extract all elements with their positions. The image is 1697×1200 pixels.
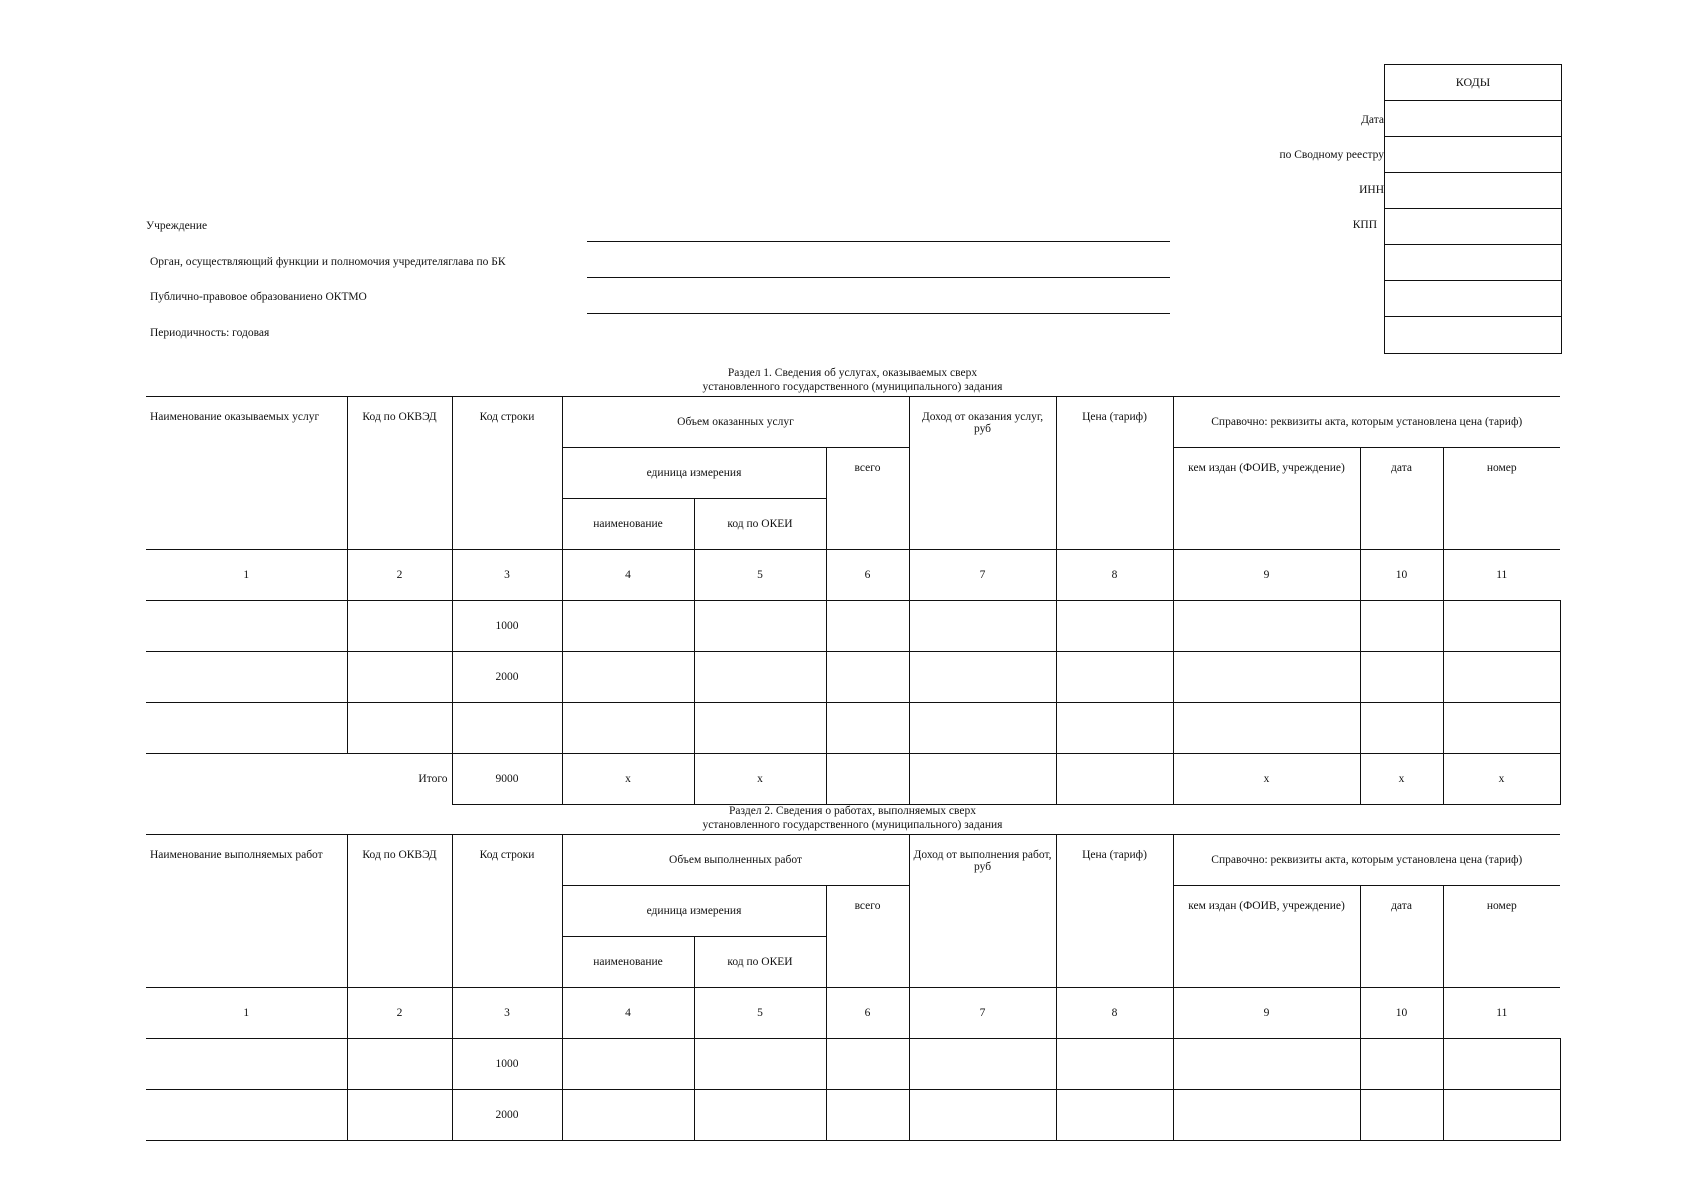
s1-row-code bbox=[452, 703, 562, 754]
s2-col-total-header: всего bbox=[826, 886, 909, 988]
s2-colnum: 6 bbox=[826, 988, 909, 1039]
code-label-kpp: КПП bbox=[1352, 219, 1377, 231]
s1-cell[interactable] bbox=[1443, 703, 1560, 754]
s1-cell[interactable] bbox=[1173, 652, 1360, 703]
s1-cell[interactable] bbox=[146, 601, 347, 652]
s1-colnum: 2 bbox=[347, 550, 452, 601]
s1-total-cell[interactable] bbox=[1056, 754, 1173, 805]
s2-colnum: 10 bbox=[1360, 988, 1443, 1039]
s1-cell[interactable] bbox=[826, 652, 909, 703]
section1-title bbox=[580, 366, 1125, 394]
s1-col-total-header: всего bbox=[826, 448, 909, 550]
s1-cell[interactable] bbox=[562, 703, 694, 754]
s1-colnum: 3 bbox=[452, 550, 562, 601]
s2-cell[interactable] bbox=[826, 1090, 909, 1141]
section1-table bbox=[146, 396, 1561, 805]
s1-col-date-header: дата bbox=[1360, 448, 1443, 550]
s1-colnum: 10 bbox=[1360, 550, 1443, 601]
s1-cell[interactable] bbox=[146, 652, 347, 703]
s1-col-unit-header: единица измерения bbox=[562, 448, 826, 499]
s1-cell[interactable] bbox=[1056, 703, 1173, 754]
s1-cell[interactable] bbox=[826, 601, 909, 652]
s1-cell[interactable] bbox=[1173, 601, 1360, 652]
s2-cell[interactable] bbox=[1443, 1039, 1560, 1090]
s1-cell[interactable] bbox=[694, 652, 826, 703]
section2-title bbox=[580, 804, 1125, 832]
code-inn-cell[interactable] bbox=[1385, 173, 1561, 209]
s2-cell[interactable] bbox=[146, 1039, 347, 1090]
section2-table bbox=[146, 834, 1561, 1141]
s1-total-cell[interactable] bbox=[909, 754, 1056, 805]
section2-title-line1: Раздел 2. Сведения о работах, выполняемых сверх bbox=[729, 805, 976, 817]
code-registry-cell[interactable] bbox=[1385, 137, 1561, 173]
s2-col-okved-header: Код по ОКВЭД bbox=[347, 835, 452, 988]
s1-total-cell[interactable] bbox=[826, 754, 909, 805]
s1-colnum: 7 bbox=[909, 550, 1056, 601]
s2-cell[interactable] bbox=[694, 1039, 826, 1090]
code-extra-cell-1[interactable] bbox=[1385, 245, 1561, 281]
s1-cell[interactable] bbox=[347, 652, 452, 703]
s2-cell[interactable] bbox=[347, 1090, 452, 1141]
code-label-registry: по Сводному реестру bbox=[1279, 149, 1384, 161]
s1-total-row bbox=[146, 754, 1560, 805]
s2-cell[interactable] bbox=[826, 1039, 909, 1090]
s2-colnum: 2 bbox=[347, 988, 452, 1039]
s1-colnum: 11 bbox=[1443, 550, 1560, 601]
s1-cell[interactable] bbox=[826, 703, 909, 754]
s1-colnum: 5 bbox=[694, 550, 826, 601]
s2-cell[interactable] bbox=[909, 1090, 1056, 1141]
s1-cell[interactable] bbox=[1443, 601, 1560, 652]
section2-title-line2: установленного государственного (муниципального) задания bbox=[702, 819, 1003, 831]
code-extra-cell-2[interactable] bbox=[1385, 281, 1561, 317]
s1-col-price-header: Цена (тариф) bbox=[1056, 397, 1173, 550]
s2-col-date-header: дата bbox=[1360, 886, 1443, 988]
code-extra-cell-3[interactable] bbox=[1385, 317, 1561, 353]
s1-row-code: 2000 bbox=[452, 652, 562, 703]
table-row bbox=[146, 601, 1560, 652]
s2-col-ref-header: Справочно: реквизиты акта, которым установлена цена (тариф) bbox=[1173, 835, 1560, 886]
s1-col-unit-name-header: наименование bbox=[562, 499, 694, 550]
s1-cell[interactable] bbox=[1056, 601, 1173, 652]
s2-col-line-header: Код строки bbox=[452, 835, 562, 988]
s1-total-x: x bbox=[1173, 754, 1360, 805]
s1-col-issuer-header: кем издан (ФОИВ, учреждение) bbox=[1173, 448, 1360, 550]
s2-column-numbers-row bbox=[146, 988, 1560, 1039]
s1-cell[interactable] bbox=[1173, 703, 1360, 754]
s2-cell[interactable] bbox=[1173, 1039, 1360, 1090]
table-row bbox=[146, 703, 1560, 754]
s2-col-unit-name-header: наименование bbox=[562, 937, 694, 988]
s1-col-unit-code-header: код по ОКЕИ bbox=[694, 499, 826, 550]
s2-row-code: 2000 bbox=[452, 1090, 562, 1141]
s2-cell[interactable] bbox=[347, 1039, 452, 1090]
code-kpp-cell[interactable] bbox=[1385, 209, 1561, 245]
s1-cell[interactable] bbox=[562, 601, 694, 652]
s2-cell[interactable] bbox=[146, 1090, 347, 1141]
s1-cell[interactable] bbox=[1056, 652, 1173, 703]
s1-col-volume-header: Объем оказанных услуг bbox=[562, 397, 909, 448]
institution-label: Учреждение bbox=[146, 220, 208, 232]
s1-total-x: x bbox=[1360, 754, 1443, 805]
s2-colnum: 1 bbox=[146, 988, 347, 1039]
s1-colnum: 9 bbox=[1173, 550, 1360, 601]
s1-row-code: 1000 bbox=[452, 601, 562, 652]
municipality-field-line[interactable] bbox=[587, 313, 1170, 314]
s1-col-income-header: Доход от оказания услуг, руб bbox=[909, 397, 1056, 550]
municipality-label: Публично-правовое образованиено ОКТМО bbox=[150, 291, 367, 303]
s2-col-unit-code-header: код по ОКЕИ bbox=[694, 937, 826, 988]
s1-total-x: x bbox=[694, 754, 826, 805]
s2-cell[interactable] bbox=[562, 1039, 694, 1090]
institution-field-line[interactable] bbox=[587, 241, 1170, 242]
s2-cell[interactable] bbox=[1360, 1039, 1443, 1090]
s1-cell[interactable] bbox=[694, 703, 826, 754]
s1-colnum: 1 bbox=[146, 550, 347, 601]
s2-col-volume-header: Объем выполненных работ bbox=[562, 835, 909, 886]
s1-col-okved-header: Код по ОКВЭД bbox=[347, 397, 452, 550]
s2-cell[interactable] bbox=[1443, 1090, 1560, 1141]
s2-col-number-header: номер bbox=[1443, 886, 1560, 988]
s2-col-unit-header: единица измерения bbox=[562, 886, 826, 937]
s2-colnum: 8 bbox=[1056, 988, 1173, 1039]
s1-cell[interactable] bbox=[347, 601, 452, 652]
s2-col-price-header: Цена (тариф) bbox=[1056, 835, 1173, 988]
s2-cell[interactable] bbox=[1056, 1039, 1173, 1090]
s1-col-number-header: номер bbox=[1443, 448, 1560, 550]
s2-col-issuer-header: кем издан (ФОИВ, учреждение) bbox=[1173, 886, 1360, 988]
s1-cell[interactable] bbox=[694, 601, 826, 652]
s2-colnum: 5 bbox=[694, 988, 826, 1039]
s1-cell[interactable] bbox=[909, 601, 1056, 652]
s1-total-label: Итого bbox=[146, 754, 452, 805]
s1-cell[interactable] bbox=[562, 652, 694, 703]
s2-cell[interactable] bbox=[909, 1039, 1056, 1090]
s1-cell[interactable] bbox=[347, 703, 452, 754]
founder-label: Орган, осуществляющий функции и полномочия учредителяглава по БК bbox=[150, 256, 506, 268]
s1-cell[interactable] bbox=[1443, 652, 1560, 703]
table-row bbox=[146, 1039, 1560, 1090]
s1-cell[interactable] bbox=[1360, 652, 1443, 703]
s1-colnum: 6 bbox=[826, 550, 909, 601]
code-label-date: Дата bbox=[1361, 114, 1384, 126]
s2-colnum: 3 bbox=[452, 988, 562, 1039]
table-row bbox=[146, 1090, 1560, 1141]
table-row bbox=[146, 652, 1560, 703]
s2-colnum: 9 bbox=[1173, 988, 1360, 1039]
s2-cell[interactable] bbox=[1173, 1090, 1360, 1141]
periodicity-label: Периодичность: годовая bbox=[150, 327, 270, 339]
founder-field-line[interactable] bbox=[587, 277, 1170, 278]
s1-col-ref-header: Справочно: реквизиты акта, которым установлена цена (тариф) bbox=[1173, 397, 1560, 448]
section1-title-line1: Раздел 1. Сведения об услугах, оказываемых сверх bbox=[727, 367, 978, 379]
s1-colnum: 8 bbox=[1056, 550, 1173, 601]
s2-colnum: 7 bbox=[909, 988, 1056, 1039]
s2-col-income-header: Доход от выполнения работ, руб bbox=[909, 835, 1056, 988]
s1-col-line-header: Код строки bbox=[452, 397, 562, 550]
s1-cell[interactable] bbox=[146, 703, 347, 754]
s2-cell[interactable] bbox=[562, 1090, 694, 1141]
codes-header: КОДЫ bbox=[1385, 65, 1561, 101]
s2-cell[interactable] bbox=[694, 1090, 826, 1141]
s1-cell[interactable] bbox=[909, 703, 1056, 754]
s1-total-code: 9000 bbox=[452, 754, 562, 805]
s1-column-numbers-row bbox=[146, 550, 1560, 601]
section1-title-line2: установленного государственного (муниципального) задания bbox=[702, 381, 1003, 393]
s2-row-code: 1000 bbox=[452, 1039, 562, 1090]
s1-total-x: x bbox=[562, 754, 694, 805]
s1-cell[interactable] bbox=[909, 652, 1056, 703]
s1-col-name-header: Наименование оказываемых услуг bbox=[146, 397, 347, 550]
s2-colnum: 4 bbox=[562, 988, 694, 1039]
s2-colnum: 11 bbox=[1443, 988, 1560, 1039]
s1-cell[interactable] bbox=[1360, 601, 1443, 652]
s1-colnum: 4 bbox=[562, 550, 694, 601]
s1-cell[interactable] bbox=[1360, 703, 1443, 754]
s2-col-name-header: Наименование выполняемых работ bbox=[146, 835, 347, 988]
code-label-inn: ИНН bbox=[1359, 184, 1384, 196]
s2-cell[interactable] bbox=[1360, 1090, 1443, 1141]
codes-box bbox=[1384, 64, 1562, 354]
code-date-cell[interactable] bbox=[1385, 101, 1561, 137]
s1-total-x: x bbox=[1443, 754, 1560, 805]
s2-cell[interactable] bbox=[1056, 1090, 1173, 1141]
